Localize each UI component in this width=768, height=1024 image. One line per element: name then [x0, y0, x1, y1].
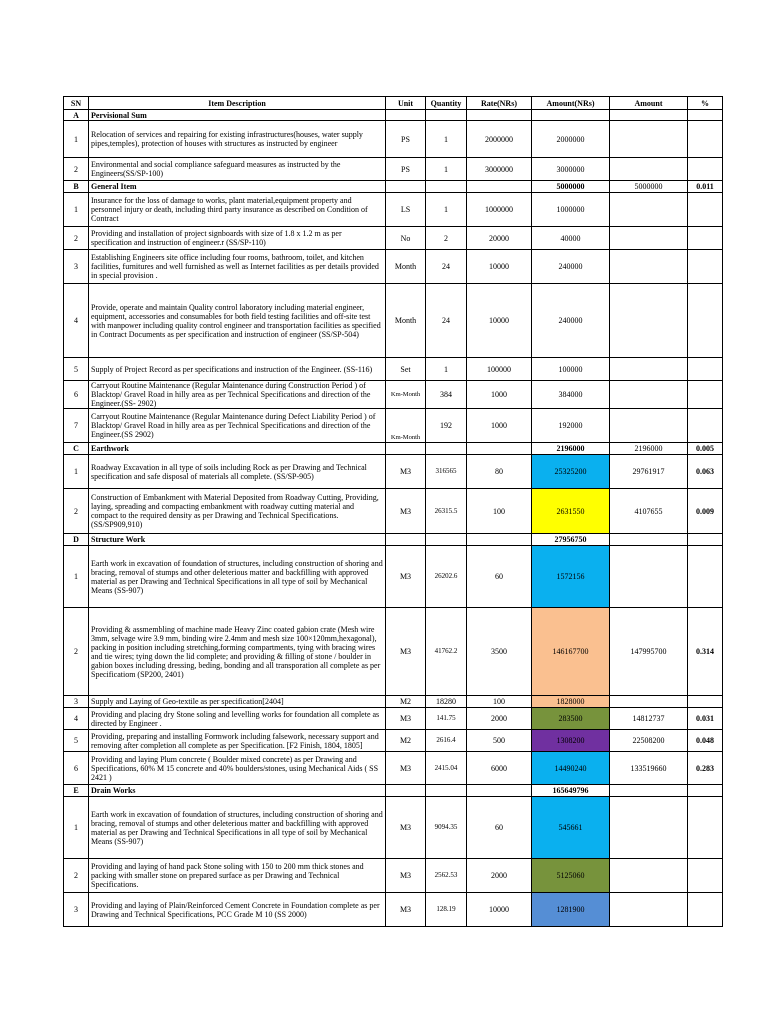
- unit-cell: M3: [386, 859, 426, 893]
- description-cell: Carryout Routine Maintenance (Regular Maintenance during Construction Period ) of Blacktop/ Gravel Road in hilly area as per Technical Specifications and direction of the Engineer.(SS- 2902): [89, 381, 386, 409]
- unit-cell: M3: [386, 455, 426, 489]
- amount-cell: 133519660: [610, 752, 688, 785]
- description-cell: Environmental and social compliance safeguard measures as instructed by the Engineers(SS/SP-100): [89, 158, 386, 181]
- rate-cell: 80: [467, 455, 532, 489]
- percent-cell: [688, 193, 723, 227]
- percent-cell: [688, 381, 723, 409]
- unit-cell: M3: [386, 797, 426, 859]
- description-cell: Supply of Project Record as per specifications and instruction of the Engineer. (SS-116): [89, 358, 386, 381]
- quantity-cell: 1: [426, 121, 467, 158]
- amount-cell: [610, 358, 688, 381]
- quantity-cell: 2562.53: [426, 859, 467, 893]
- rate-cell: 6000: [467, 752, 532, 785]
- percent-cell: [688, 797, 723, 859]
- percent-cell: [688, 250, 723, 284]
- amount-nrs-cell: 1281900: [532, 893, 610, 927]
- unit-cell: [386, 443, 426, 455]
- amount-nrs-cell: 2000000: [532, 121, 610, 158]
- column-header: Item Description: [89, 97, 386, 110]
- percent-cell: [688, 785, 723, 797]
- unit-cell: M3: [386, 708, 426, 730]
- rate-cell: 500: [467, 730, 532, 752]
- quantity-cell: [426, 181, 467, 193]
- quantity-cell: 18280: [426, 696, 467, 708]
- sn-cell: 1: [64, 455, 89, 489]
- rate-cell: 1000000: [467, 193, 532, 227]
- sn-cell: 7: [64, 409, 89, 443]
- percent-cell: 0.011: [688, 181, 723, 193]
- quantity-cell: 128.19: [426, 893, 467, 927]
- amount-cell: 5000000: [610, 181, 688, 193]
- sn-cell: 5: [64, 358, 89, 381]
- table-row: [64, 546, 723, 608]
- sn-cell: A: [64, 110, 89, 121]
- sn-cell: 2: [64, 227, 89, 250]
- description-cell: Construction of Embankment with Material Deposited from Roadway Cutting, Providing, laying, spreading and compacting embankment with roadway cutting material and compact to the required density as per Drawing and Technical Specifications. (SS/SP909,910): [89, 489, 386, 534]
- description-cell: Earth work in excavation of foundation of structures, including construction of shoring and bracing, removal of stumps and other deleterious matter and backfilling with approved material as per Drawing and Technical Specifications in all type of soil by Mechanical Means (SS-907): [89, 546, 386, 608]
- section-row: [64, 534, 723, 546]
- table-row: [64, 409, 723, 443]
- amount-nrs-cell: 14490240: [532, 752, 610, 785]
- description-cell: Roadway Excavation in all type of soils including Rock as per Drawing and Technical specification and safe disposal of materials all complete. (SS/SP-905): [89, 455, 386, 489]
- quantity-cell: 141.75: [426, 708, 467, 730]
- amount-cell: [610, 696, 688, 708]
- unit-cell: No: [386, 227, 426, 250]
- unit-cell: M3: [386, 546, 426, 608]
- description-cell: Supply and Laying of Geo-textile as per specification[2404]: [89, 696, 386, 708]
- table-row: [64, 455, 723, 489]
- unit-cell: LS: [386, 193, 426, 227]
- description-cell: Relocation of services and repairing for existing infrastructures(houses, water supply pipes,temples), protection of houses with structures as instructed by engineer: [89, 121, 386, 158]
- quantity-cell: [426, 785, 467, 797]
- amount-nrs-cell: 5125060: [532, 859, 610, 893]
- quantity-cell: 192: [426, 409, 467, 443]
- header-row: [64, 97, 723, 110]
- percent-cell: [688, 110, 723, 121]
- unit-cell: [386, 785, 426, 797]
- amount-cell: [610, 110, 688, 121]
- amount-nrs-cell: 384000: [532, 381, 610, 409]
- rate-cell: 60: [467, 546, 532, 608]
- rate-cell: [467, 785, 532, 797]
- table-row: [64, 489, 723, 534]
- description-cell: Providing and installation of project signboards with size of 1.8 x 1.2 m as per specification and instruction of engineer.r (SS/SP-110): [89, 227, 386, 250]
- table-row: [64, 893, 723, 927]
- description-cell: Providing, preparing and installing Formwork including falsework, necessary support and removing after completion all complete as per Specification. [F2 Finish, 1804, 1805]: [89, 730, 386, 752]
- amount-cell: [610, 193, 688, 227]
- table-row: [64, 752, 723, 785]
- rate-cell: 1000: [467, 381, 532, 409]
- sn-cell: 2: [64, 859, 89, 893]
- percent-cell: [688, 358, 723, 381]
- rate-cell: 20000: [467, 227, 532, 250]
- amount-cell: [610, 381, 688, 409]
- amount-cell: [610, 534, 688, 546]
- amount-nrs-cell: 3000000: [532, 158, 610, 181]
- description-cell: Earthwork: [89, 443, 386, 455]
- table-row: [64, 859, 723, 893]
- section-row: [64, 181, 723, 193]
- table-row: [64, 227, 723, 250]
- percent-cell: [688, 284, 723, 358]
- quantity-cell: 1: [426, 158, 467, 181]
- sn-cell: 1: [64, 121, 89, 158]
- rate-cell: 100000: [467, 358, 532, 381]
- unit-cell: PS: [386, 158, 426, 181]
- sn-cell: 6: [64, 381, 89, 409]
- table-row: [64, 250, 723, 284]
- rate-cell: 3000000: [467, 158, 532, 181]
- description-cell: Earth work in excavation of foundation of structures, including construction of shoring and bracing, removal of stumps and other deleterious matter and backfilling with approved material as per Drawing and Technical Specifications in all type of soil by Mechanical Means (SS-907): [89, 797, 386, 859]
- amount-nrs-cell: 146167700: [532, 608, 610, 696]
- quantity-cell: 24: [426, 284, 467, 358]
- amount-nrs-cell: 165649796: [532, 785, 610, 797]
- quantity-cell: 24: [426, 250, 467, 284]
- rate-cell: 60: [467, 797, 532, 859]
- rate-cell: 100: [467, 696, 532, 708]
- percent-cell: [688, 534, 723, 546]
- column-header: Quantity: [426, 97, 467, 110]
- percent-cell: 0.283: [688, 752, 723, 785]
- description-cell: Insurance for the loss of damage to works, plant material,equipment property and personnel injury or death, including third party insurance as described on Condition of Contract: [89, 193, 386, 227]
- amount-nrs-cell: 1000000: [532, 193, 610, 227]
- sn-cell: B: [64, 181, 89, 193]
- table-row: [64, 708, 723, 730]
- quantity-cell: 26315.5: [426, 489, 467, 534]
- quantity-cell: 1: [426, 358, 467, 381]
- sn-cell: 1: [64, 546, 89, 608]
- description-cell: General Item: [89, 181, 386, 193]
- column-header: SN: [64, 97, 89, 110]
- amount-nrs-cell: 25325200: [532, 455, 610, 489]
- section-row: [64, 785, 723, 797]
- description-cell: Provide, operate and maintain Quality control laboratory including material engineer, equipment, accessories and consumables for both field testing facilities and off-site test with manpower including quality control engineer and transportation facilities as specified in Contract Documents as per specification and instruction of engineer (SS/SP-504): [89, 284, 386, 358]
- sn-cell: 4: [64, 284, 89, 358]
- percent-cell: 0.048: [688, 730, 723, 752]
- table-row: [64, 358, 723, 381]
- bill-of-quantities-table: [63, 96, 723, 927]
- sn-cell: D: [64, 534, 89, 546]
- unit-cell: PS: [386, 121, 426, 158]
- percent-cell: [688, 158, 723, 181]
- amount-nrs-cell: 100000: [532, 358, 610, 381]
- section-row: [64, 443, 723, 455]
- table-row: [64, 608, 723, 696]
- table-row: [64, 284, 723, 358]
- quantity-cell: 1: [426, 193, 467, 227]
- description-cell: Providing and laying of hand pack Stone soling with 150 to 200 mm thick stones and packing with smaller stone on prepared surface as per Drawing and Technical Specifications.: [89, 859, 386, 893]
- amount-cell: [610, 284, 688, 358]
- amount-nrs-cell: 5000000: [532, 181, 610, 193]
- unit-cell: M2: [386, 730, 426, 752]
- rate-cell: [467, 534, 532, 546]
- table-row: [64, 730, 723, 752]
- amount-cell: [610, 546, 688, 608]
- sn-cell: 2: [64, 489, 89, 534]
- amount-nrs-cell: [532, 110, 610, 121]
- amount-nrs-cell: 1308200: [532, 730, 610, 752]
- sn-cell: 4: [64, 708, 89, 730]
- amount-cell: [610, 121, 688, 158]
- unit-cell: Km-Month: [386, 409, 426, 443]
- amount-cell: [610, 893, 688, 927]
- amount-nrs-cell: 283500: [532, 708, 610, 730]
- amount-cell: [610, 227, 688, 250]
- unit-cell: [386, 534, 426, 546]
- percent-cell: 0.031: [688, 708, 723, 730]
- quantity-cell: [426, 443, 467, 455]
- percent-cell: 0.063: [688, 455, 723, 489]
- amount-nrs-cell: 2196000: [532, 443, 610, 455]
- amount-nrs-cell: 1572156: [532, 546, 610, 608]
- table-row: [64, 381, 723, 409]
- sn-cell: 2: [64, 608, 89, 696]
- unit-cell: Km-Month: [386, 381, 426, 409]
- rate-cell: [467, 181, 532, 193]
- percent-cell: [688, 121, 723, 158]
- rate-cell: [467, 110, 532, 121]
- quantity-cell: 9094.35: [426, 797, 467, 859]
- amount-nrs-cell: 1828000: [532, 696, 610, 708]
- percent-cell: [688, 227, 723, 250]
- rate-cell: 3500: [467, 608, 532, 696]
- table-row: [64, 193, 723, 227]
- amount-cell: 29761917: [610, 455, 688, 489]
- quantity-cell: 2415.04: [426, 752, 467, 785]
- amount-cell: 14812737: [610, 708, 688, 730]
- column-header: Rate(NRs): [467, 97, 532, 110]
- percent-cell: [688, 696, 723, 708]
- percent-cell: 0.005: [688, 443, 723, 455]
- amount-nrs-cell: 2631550: [532, 489, 610, 534]
- description-cell: Providing and laying Plum concrete ( Boulder mixed concrete) as per Drawing and Specifications, 60% M 15 concrete and 40% boulders/stones, using Mechanical Aids ( SS 2421 ): [89, 752, 386, 785]
- rate-cell: 2000000: [467, 121, 532, 158]
- table-row: [64, 158, 723, 181]
- column-header: %: [688, 97, 723, 110]
- amount-nrs-cell: 192000: [532, 409, 610, 443]
- amount-cell: [610, 250, 688, 284]
- sn-cell: 1: [64, 797, 89, 859]
- rate-cell: 1000: [467, 409, 532, 443]
- description-cell: Establishing Engineers site office including four rooms, bathroom, toilet, and kitchen facilities, furnitures and well furnished as well as Internet facilities as per details provided in special provision .: [89, 250, 386, 284]
- amount-cell: [610, 797, 688, 859]
- percent-cell: [688, 893, 723, 927]
- quantity-cell: 384: [426, 381, 467, 409]
- description-cell: Providing and placing dry Stone soling and levelling works for foundation all complete as directed by Engineer .: [89, 708, 386, 730]
- unit-cell: Month: [386, 250, 426, 284]
- unit-cell: Month: [386, 284, 426, 358]
- percent-cell: 0.314: [688, 608, 723, 696]
- rate-cell: 2000: [467, 708, 532, 730]
- percent-cell: [688, 546, 723, 608]
- column-header: Unit: [386, 97, 426, 110]
- amount-nrs-cell: 545661: [532, 797, 610, 859]
- rate-cell: 10000: [467, 893, 532, 927]
- amount-nrs-cell: 240000: [532, 250, 610, 284]
- section-row: [64, 110, 723, 121]
- sn-cell: 1: [64, 193, 89, 227]
- description-cell: Pervisional Sum: [89, 110, 386, 121]
- description-cell: Providing & assmembling of machine made Heavy Zinc coated gabion crate (Mesh wire 3mm, selvage wire 3.9 mm, binding wire 2.4mm and mesh size 100×120mm,hexagonal), packing in position including stretching,forming compartments, tying with bracing wires and tie wires; tying down the lid complete; and providing & filling of stone / boulder in gabion boxes including dressing, beding, bonding and all transporation all complete as per Specificatiom (SP200, 2401): [89, 608, 386, 696]
- description-cell: Drain Works: [89, 785, 386, 797]
- sn-cell: 2: [64, 158, 89, 181]
- sn-cell: 3: [64, 696, 89, 708]
- column-header: Amount(NRs): [532, 97, 610, 110]
- quantity-cell: [426, 534, 467, 546]
- sn-cell: 6: [64, 752, 89, 785]
- unit-cell: M3: [386, 893, 426, 927]
- description-cell: Providing and laying of Plain/Reinforced Cement Concrete in Foundation complete as per Drawing and Technical Specifications, PCC Grade M 10 (SS 2000): [89, 893, 386, 927]
- amount-cell: 4107655: [610, 489, 688, 534]
- table-row: [64, 121, 723, 158]
- amount-cell: [610, 158, 688, 181]
- rate-cell: 100: [467, 489, 532, 534]
- amount-cell: 22508200: [610, 730, 688, 752]
- amount-cell: [610, 785, 688, 797]
- amount-cell: [610, 859, 688, 893]
- sn-cell: C: [64, 443, 89, 455]
- amount-cell: 147995700: [610, 608, 688, 696]
- table-row: [64, 696, 723, 708]
- unit-cell: M2: [386, 696, 426, 708]
- rate-cell: 2000: [467, 859, 532, 893]
- percent-cell: [688, 859, 723, 893]
- amount-nrs-cell: 27956750: [532, 534, 610, 546]
- percent-cell: 0.009: [688, 489, 723, 534]
- amount-cell: [610, 409, 688, 443]
- percent-cell: [688, 409, 723, 443]
- sn-cell: 5: [64, 730, 89, 752]
- table-row: [64, 797, 723, 859]
- rate-cell: 10000: [467, 250, 532, 284]
- unit-cell: M3: [386, 489, 426, 534]
- amount-nrs-cell: 40000: [532, 227, 610, 250]
- description-cell: Structure Work: [89, 534, 386, 546]
- unit-cell: Set: [386, 358, 426, 381]
- sn-cell: 3: [64, 893, 89, 927]
- unit-cell: [386, 110, 426, 121]
- quantity-cell: 2: [426, 227, 467, 250]
- amount-nrs-cell: 240000: [532, 284, 610, 358]
- sn-cell: E: [64, 785, 89, 797]
- amount-cell: 2196000: [610, 443, 688, 455]
- quantity-cell: [426, 110, 467, 121]
- rate-cell: 10000: [467, 284, 532, 358]
- rate-cell: [467, 443, 532, 455]
- quantity-cell: 316565: [426, 455, 467, 489]
- column-header: Amount: [610, 97, 688, 110]
- quantity-cell: 2616.4: [426, 730, 467, 752]
- unit-cell: [386, 181, 426, 193]
- description-cell: Carryout Routine Maintenance (Regular Maintenance during Defect Liability Period ) of Blacktop/ Gravel Road in hilly area as per Technical Specifications and direction of the Engineer.(SS 2902): [89, 409, 386, 443]
- sn-cell: 3: [64, 250, 89, 284]
- quantity-cell: 41762.2: [426, 608, 467, 696]
- unit-cell: M3: [386, 752, 426, 785]
- unit-cell: M3: [386, 608, 426, 696]
- quantity-cell: 26202.6: [426, 546, 467, 608]
